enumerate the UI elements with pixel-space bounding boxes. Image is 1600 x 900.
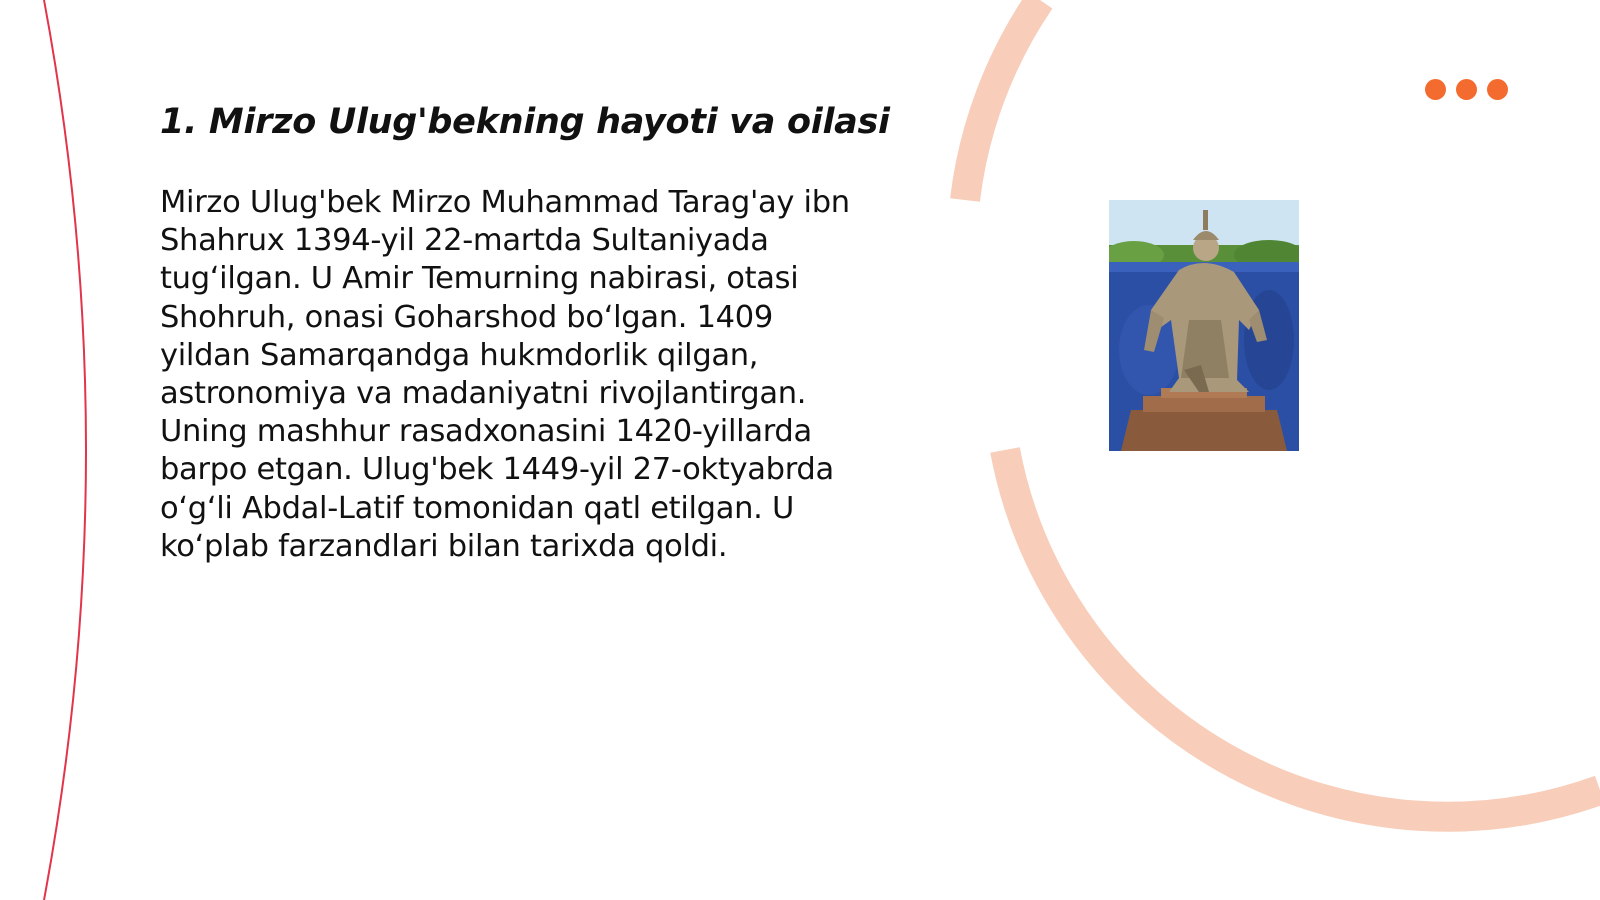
dot-icon: [1487, 79, 1508, 100]
ellipsis-icon: [1425, 79, 1508, 100]
statue-photo: [1109, 200, 1299, 451]
slide-body-text: Mirzo Ulug'bek Mirzo Muhammad Tarag'ay ibn Shahrux 1394-yil 22-martda Sultaniyada tug‘ilgan. U Amir Temurning nabirasi, otasi Shohruh, onasi Goharshod bo‘lgan. 1409 yildan Samarqandga hukmdorlik qilgan, astronomiya va madaniyatni rivojlantirgan. Uning mashhur rasadxonasini 1420-yillarda barpo etgan. Ulug'bek 1449-yil 27-oktyabrda o‘g‘li Abdal-Latif tomonidan qatl etilgan. U ko‘plab farzandlari bilan tarixda qoldi.: [160, 185, 850, 564]
slide-title: 1. Mirzo Ulug'bekning hayoti va oilasi: [160, 102, 890, 142]
peach-arc-lower: [1005, 450, 1600, 817]
left-curve-line: [44, 0, 86, 900]
dot-icon: [1456, 79, 1477, 100]
dot-icon: [1425, 79, 1446, 100]
peach-arc-upper: [965, 0, 1040, 200]
statue-illustration: [1109, 200, 1299, 451]
